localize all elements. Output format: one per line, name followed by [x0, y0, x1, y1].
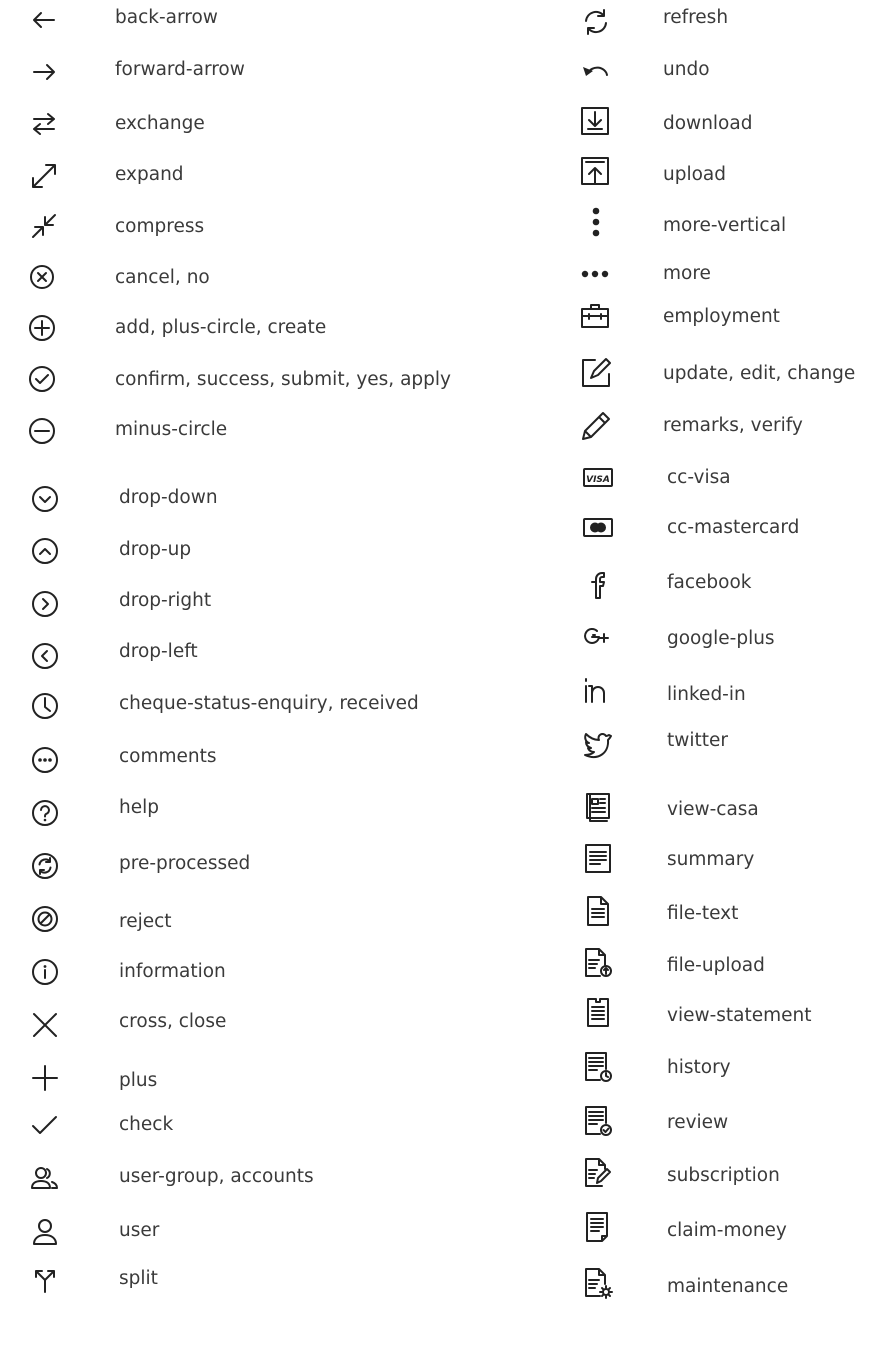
maintenance-icon: [578, 1266, 614, 1302]
legend-label: maintenance: [667, 1276, 789, 1297]
legend-label: minus-circle: [115, 419, 228, 440]
refresh-icon: [578, 4, 614, 40]
google-plus-icon: [578, 622, 614, 658]
legend-row-file-upload: [0, 946, 896, 986]
legend-label: user-group, accounts: [119, 1166, 314, 1187]
legend-label: cheque-status-enquiry, received: [119, 693, 419, 714]
legend-label: download: [663, 113, 753, 134]
legend-label: reject: [119, 911, 172, 932]
legend-row-refresh: [0, 4, 896, 44]
view-casa-icon: [578, 790, 614, 826]
undo-icon: [578, 54, 614, 90]
claim-money-icon: [578, 1210, 614, 1246]
review-icon: [578, 1104, 614, 1140]
legend-row-facebook: [0, 566, 896, 606]
legend-row-google-plus: [0, 622, 896, 662]
legend-label: history: [667, 1057, 731, 1078]
legend-label: cross, close: [119, 1011, 227, 1032]
legend-row-cc-mastercard: [0, 512, 896, 552]
legend-label: plus: [119, 1070, 158, 1091]
legend-label: facebook: [667, 572, 752, 593]
legend-row-employment: [0, 300, 896, 340]
legend-label: split: [119, 1268, 158, 1289]
legend-label: compress: [115, 216, 205, 237]
legend-row-maintenance: [0, 1266, 896, 1306]
legend-label: update, edit, change: [663, 363, 856, 384]
legend-row-edit: [0, 355, 896, 395]
legend-label: subscription: [667, 1165, 780, 1186]
legend-label: file-text: [667, 903, 739, 924]
legend-row-subscription: [0, 1156, 896, 1196]
twitter-icon: [578, 726, 614, 762]
legend-row-upload: [0, 154, 896, 194]
legend-label: upload: [663, 164, 727, 185]
employment-icon: [578, 300, 614, 336]
legend-row-summary: [0, 842, 896, 882]
legend-label: expand: [115, 164, 184, 185]
legend-row-download: [0, 104, 896, 144]
legend-row-more: [0, 256, 896, 296]
legend-row-view-statement: [0, 996, 896, 1036]
legend-label: cc-mastercard: [667, 517, 800, 538]
legend-label: linked-in: [667, 684, 746, 705]
legend-label: claim-money: [667, 1220, 787, 1241]
legend-row-claim-money: [0, 1210, 896, 1250]
legend-label: drop-right: [119, 590, 212, 611]
legend-label: drop-up: [119, 539, 192, 560]
legend-label: drop-down: [119, 487, 218, 508]
legend-label: google-plus: [667, 628, 775, 649]
legend-label: cancel, no: [115, 267, 210, 288]
file-upload-icon: [578, 946, 614, 982]
legend-label: employment: [663, 306, 780, 327]
edit-icon: [578, 355, 614, 391]
legend-row-pencil: [0, 408, 896, 448]
pencil-icon: [578, 408, 614, 444]
summary-icon: [578, 842, 614, 878]
legend-label: check: [119, 1114, 174, 1135]
history-icon: [578, 1050, 614, 1086]
download-icon: [578, 104, 614, 140]
more-vertical-icon: [578, 206, 614, 242]
legend-label: summary: [667, 849, 755, 870]
legend-label: undo: [663, 59, 710, 80]
more-icon: [578, 256, 614, 292]
legend-label: cc-visa: [667, 467, 731, 488]
svg-text:VISA: VISA: [586, 475, 610, 485]
cc-mastercard-icon: [578, 512, 614, 548]
subscription-icon: [578, 1156, 614, 1192]
legend-row-view-casa: [0, 790, 896, 830]
legend-label: confirm, success, submit, yes, apply: [115, 369, 451, 390]
view-statement-icon: [578, 996, 614, 1032]
legend-row-more-vertical: [0, 206, 896, 246]
cc-visa-icon: [578, 462, 614, 498]
facebook-icon: [578, 566, 614, 602]
legend-label: more: [663, 263, 711, 284]
legend-label: twitter: [667, 730, 729, 751]
legend-label: forward-arrow: [115, 59, 245, 80]
upload-icon: [578, 154, 614, 190]
legend-label: view-casa: [667, 799, 759, 820]
legend-label: back-arrow: [115, 7, 218, 28]
legend-row-undo: [0, 54, 896, 94]
legend-label: add, plus-circle, create: [115, 317, 327, 338]
legend-row-history: [0, 1050, 896, 1090]
legend-label: information: [119, 961, 226, 982]
legend-row-twitter: [0, 726, 896, 766]
legend-label: view-statement: [667, 1005, 812, 1026]
legend-row-cc-visa: [0, 462, 896, 502]
legend-label: comments: [119, 746, 217, 767]
legend-label: remarks, verify: [663, 415, 803, 436]
linked-in-icon: [578, 674, 614, 710]
legend-label: exchange: [115, 113, 205, 134]
legend-row-review: [0, 1104, 896, 1144]
legend-label: help: [119, 797, 159, 818]
legend-label: more-vertical: [663, 215, 787, 236]
legend-label: user: [119, 1220, 160, 1241]
legend-label: pre-processed: [119, 853, 251, 874]
legend-row-file-text: [0, 894, 896, 934]
legend-label: file-upload: [667, 955, 765, 976]
legend-label: review: [667, 1112, 729, 1133]
legend-label: refresh: [663, 7, 729, 28]
file-text-icon: [578, 894, 614, 930]
legend-label: drop-left: [119, 641, 198, 662]
legend-row-linked-in: [0, 674, 896, 714]
